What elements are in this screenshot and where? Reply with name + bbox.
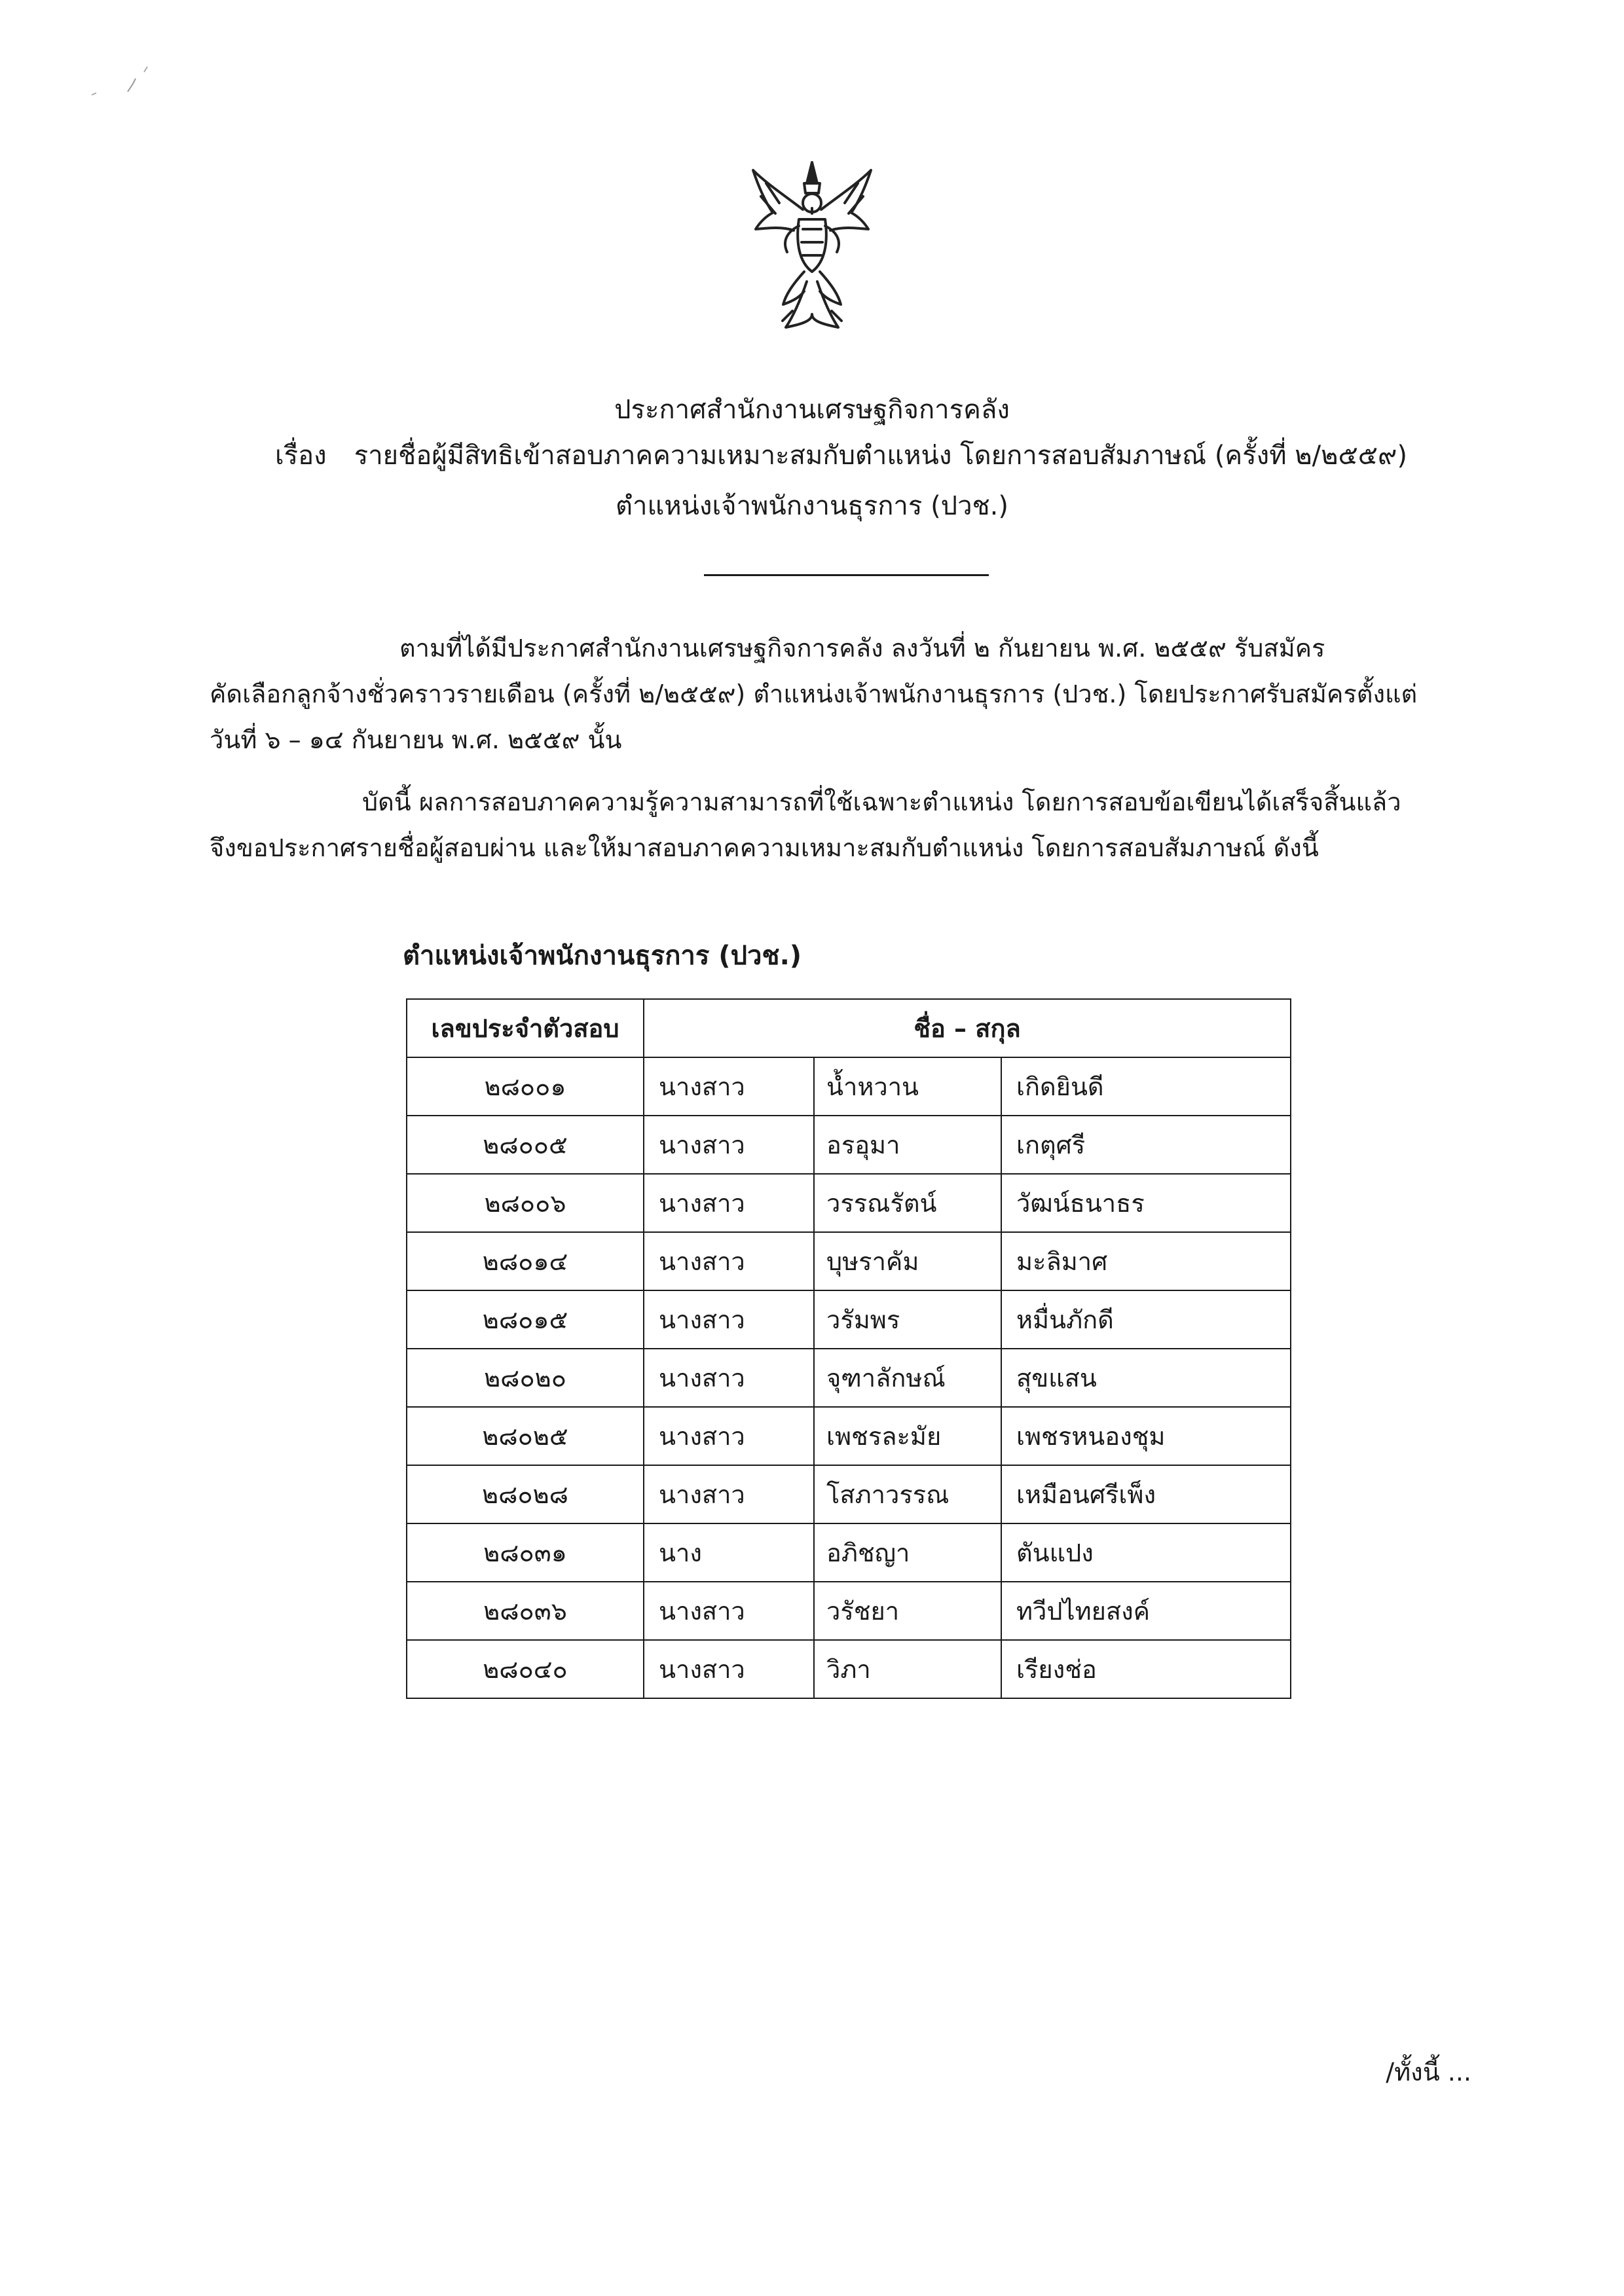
first-name: วิภา (814, 1640, 1001, 1698)
last-name: ทวีปไทยสงค์ (1001, 1582, 1291, 1640)
subject-line (275, 437, 1407, 474)
exam-id: ๒๘๐๑๕ (407, 1290, 644, 1349)
name-title: นางสาว (644, 1116, 814, 1174)
paragraph-2-line-1: บัดนี้ ผลการสอบภาคความรู้ความสามารถที่ใช้เฉพาะตำแหน่ง โดยการสอบข้อเขียนได้เสร็จสิ้นแล้ว (362, 788, 1401, 816)
first-name: บุษราคัม (814, 1232, 1001, 1290)
name-title: นางสาว (644, 1465, 814, 1523)
last-name: วัฒน์ธนาธร (1001, 1174, 1291, 1232)
subject-label: เรื่อง (275, 441, 327, 471)
column-header-id: เลขประจำตัวสอบ (407, 999, 644, 1057)
table-row (407, 1057, 1291, 1116)
exam-id: ๒๘๐๐๖ (407, 1174, 644, 1232)
name-title: นางสาว (644, 1174, 814, 1232)
first-name: น้ำหวาน (814, 1057, 1001, 1116)
last-name: เกตุศรี (1001, 1116, 1291, 1174)
last-name: เกิดยินดี (1001, 1057, 1291, 1116)
paragraph-1-line-1: ตามที่ได้มีประกาศสำนักงานเศรษฐกิจการคลัง ลงวันที่ ๒ กันยายน พ.ศ. ๒๕๕๙ รับสมัคร (399, 634, 1325, 663)
first-name: วรัชยา (814, 1582, 1001, 1640)
table-header-row (407, 999, 1291, 1057)
announcement-title: ประกาศสำนักงานเศรษฐกิจการคลัง (614, 395, 1010, 425)
last-name: ตันแปง (1001, 1523, 1291, 1582)
name-title: นางสาว (644, 1057, 814, 1116)
column-header-name: ชื่อ – สกุล (644, 999, 1291, 1057)
exam-id: ๒๘๐๑๔ (407, 1232, 644, 1290)
exam-id: ๒๘๐๒๕ (407, 1407, 644, 1465)
divider (704, 574, 989, 576)
name-title: นาง (644, 1523, 814, 1582)
first-name: จุฑาลักษณ์ (814, 1349, 1001, 1407)
name-title: นางสาว (644, 1290, 814, 1349)
table-row (407, 1640, 1291, 1698)
last-name: เหมือนศรีเพ็ง (1001, 1465, 1291, 1523)
name-title: นางสาว (644, 1640, 814, 1698)
table-row (407, 1582, 1291, 1640)
table-row (407, 1465, 1291, 1523)
paragraph-1-line-3: วันที่ ๖ – ๑๔ กันยายน พ.ศ. ๒๕๕๙ นั้น (210, 725, 622, 754)
name-title: นางสาว (644, 1582, 814, 1640)
last-name: เพชรหนองชุม (1001, 1407, 1291, 1465)
table-row (407, 1349, 1291, 1407)
last-name: เรียงช่อ (1001, 1640, 1291, 1698)
paragraph-1-line-2: คัดเลือกลูกจ้างชั่วคราวรายเดือน (ครั้งที่ ๒/๒๕๕๙) ตำแหน่งเจ้าพนักงานธุรการ (ปวช.) โดยประกาศรับสมัครตั้งแต่ (210, 680, 1418, 708)
first-name: อภิชญา (814, 1523, 1001, 1582)
table-row (407, 1232, 1291, 1290)
exam-id: ๒๘๐๔๐ (407, 1640, 644, 1698)
table-row (407, 1116, 1291, 1174)
name-title: นางสาว (644, 1349, 814, 1407)
first-name: วรรณรัตน์ (814, 1174, 1001, 1232)
exam-id: ๒๘๐๒๘ (407, 1465, 644, 1523)
name-title: นางสาว (644, 1407, 814, 1465)
last-name: มะลิมาศ (1001, 1232, 1291, 1290)
table-row (407, 1174, 1291, 1232)
pen-mark (82, 59, 160, 98)
table-row (407, 1290, 1291, 1349)
name-title: นางสาว (644, 1232, 814, 1290)
continuation-note: /ทั้งนี้ ... (1386, 2058, 1471, 2086)
exam-id: ๒๘๐๒๐ (407, 1349, 644, 1407)
candidates-table (406, 998, 1291, 1699)
exam-id: ๒๘๐๐๑ (407, 1057, 644, 1116)
table-row (407, 1523, 1291, 1582)
first-name: เพชรละมัย (814, 1407, 1001, 1465)
exam-id: ๒๘๐๓๖ (407, 1582, 644, 1640)
last-name: หมื่นภักดี (1001, 1290, 1291, 1349)
paragraph-2-line-2: จึงขอประกาศรายชื่อผู้สอบผ่าน และให้มาสอบภาคความเหมาะสมกับตำแหน่ง โดยการสอบสัมภาษณ์ ดังนี้ (210, 833, 1319, 862)
first-name: วรัมพร (814, 1290, 1001, 1349)
first-name: โสภาวรรณ (814, 1465, 1001, 1523)
first-name: อรอุมา (814, 1116, 1001, 1174)
last-name: สุขแสน (1001, 1349, 1291, 1407)
table-row (407, 1407, 1291, 1465)
exam-id: ๒๘๐๓๑ (407, 1523, 644, 1582)
table-title: ตำแหน่งเจ้าพนักงานธุรการ (ปวช.) (403, 941, 802, 971)
garuda-emblem-icon (747, 157, 877, 334)
exam-id: ๒๘๐๐๕ (407, 1116, 644, 1174)
subject-text: รายชื่อผู้มีสิทธิเข้าสอบภาคความเหมาะสมกับตำแหน่ง โดยการสอบสัมภาษณ์ (ครั้งที่ ๒/๒๕๕๙) (354, 441, 1407, 471)
position-title: ตำแหน่งเจ้าพนักงานธุรการ (ปวช.) (616, 491, 1008, 521)
